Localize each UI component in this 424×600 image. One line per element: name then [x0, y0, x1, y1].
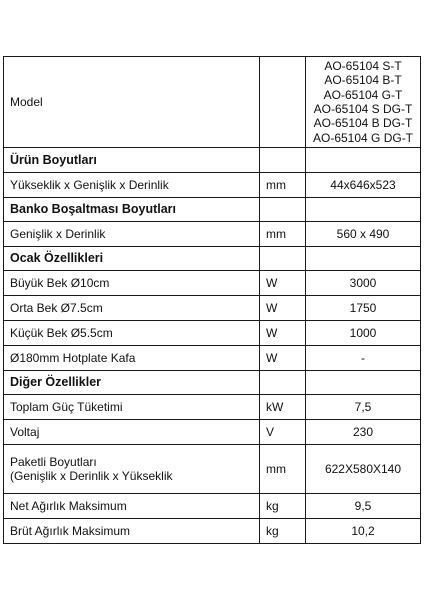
- spec-label: Toplam Güç Tüketimi: [4, 395, 260, 420]
- spec-value: 1750: [306, 296, 421, 321]
- spec-unit: mm: [260, 445, 306, 494]
- section-title: Ürün Boyutları: [4, 148, 260, 173]
- spec-label: Net Ağırlık Maksimum: [4, 494, 260, 519]
- spec-value: 44x646x523: [306, 173, 421, 198]
- spec-label: Brüt Ağırlık Maksimum: [4, 519, 260, 544]
- model-row: [4, 57, 421, 148]
- model-code: AO-65104 S DG-T: [313, 102, 413, 116]
- empty-cell: [260, 148, 306, 173]
- spec-unit: W: [260, 321, 306, 346]
- spec-unit: mm: [260, 173, 306, 198]
- spec-table-body: [4, 57, 421, 544]
- spec-row: [4, 296, 421, 321]
- spec-value: 560 x 490: [306, 222, 421, 247]
- section-header-row: [4, 198, 421, 222]
- spec-label: Genişlik x Derinlik: [4, 222, 260, 247]
- spec-value: 7,5: [306, 395, 421, 420]
- spec-value: 3000: [306, 271, 421, 296]
- spec-value: 10,2: [306, 519, 421, 544]
- empty-cell: [306, 198, 421, 222]
- spec-label: Ø180mm Hotplate Kafa: [4, 346, 260, 371]
- spec-row: [4, 271, 421, 296]
- empty-cell: [260, 198, 306, 222]
- model-code: AO-65104 B-T: [324, 73, 402, 88]
- spec-value: 622X580X140: [306, 445, 421, 494]
- spec-unit: W: [260, 346, 306, 371]
- spec-unit: W: [260, 296, 306, 321]
- section-title: Ocak Özellikleri: [4, 247, 260, 271]
- spec-row: [4, 346, 421, 371]
- spec-label: Küçük Bek Ø5.5cm: [4, 321, 260, 346]
- spec-value: 1000: [306, 321, 421, 346]
- spec-label: Orta Bek Ø7.5cm: [4, 296, 260, 321]
- spec-row: [4, 445, 421, 494]
- spec-label: Voltaj: [4, 420, 260, 445]
- spec-unit: kg: [260, 519, 306, 544]
- spec-label: Yükseklik x Genişlik x Derinlik: [4, 173, 260, 198]
- spec-value: 230: [306, 420, 421, 445]
- spec-value: -: [306, 346, 421, 371]
- spec-table: [3, 56, 421, 544]
- empty-cell: [306, 371, 421, 395]
- spec-value: 9,5: [306, 494, 421, 519]
- spec-unit: W: [260, 271, 306, 296]
- model-codes-cell: [306, 57, 421, 148]
- spec-row: [4, 519, 421, 544]
- empty-cell: [260, 247, 306, 271]
- model-code: AO-65104 G-T: [323, 87, 403, 102]
- spec-unit: kg: [260, 494, 306, 519]
- spec-row: [4, 494, 421, 519]
- empty-cell: [306, 148, 421, 173]
- empty-cell: [306, 247, 421, 271]
- empty-cell: [260, 371, 306, 395]
- section-header-row: [4, 148, 421, 173]
- spec-unit: mm: [260, 222, 306, 247]
- spec-unit: V: [260, 420, 306, 445]
- model-label: Model: [4, 57, 260, 148]
- spec-row: [4, 420, 421, 445]
- section-header-row: [4, 247, 421, 271]
- spec-row: [4, 395, 421, 420]
- model-code: AO-65104 S-T: [324, 58, 402, 73]
- spec-row: [4, 222, 421, 247]
- spec-row: [4, 173, 421, 198]
- section-header-row: [4, 371, 421, 395]
- section-title: Diğer Özellikler: [4, 371, 260, 395]
- model-unit-cell: [260, 57, 306, 148]
- model-code: AO-65104 B DG-T: [313, 116, 413, 131]
- spec-label: Büyük Bek Ø10cm: [4, 271, 260, 296]
- model-code: AO-65104 G DG-T: [312, 130, 414, 145]
- spec-row: [4, 321, 421, 346]
- spec-unit: kW: [260, 395, 306, 420]
- spec-label: Paketli Boyutları (Genişlik x Derinlik x Yükseklik: [4, 445, 260, 494]
- section-title: Banko Boşaltması Boyutları: [4, 198, 260, 222]
